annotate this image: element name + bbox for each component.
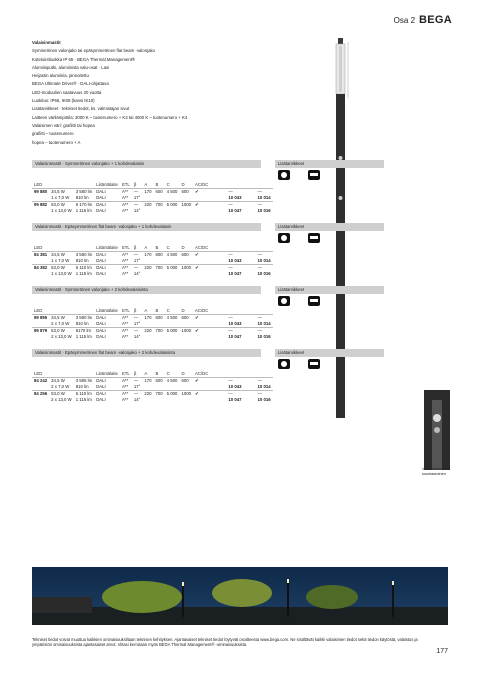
- cell: A**: [121, 189, 129, 194]
- section-title: Valaisinmastit · Epäsymmetrinen flat beam -valonjako + 2 kohdevalaisinta: [32, 349, 261, 357]
- col-header: B: [154, 182, 165, 189]
- cell: DALI: [96, 315, 106, 320]
- cell: —: [257, 252, 262, 257]
- col-header: LED: [32, 245, 49, 252]
- cell: DALI: [96, 265, 106, 270]
- cell: 1 115 lm: [75, 397, 92, 402]
- cell: 84 381: [34, 252, 48, 257]
- cell: 600: [155, 315, 163, 320]
- cell: 1 x 7,0 W: [49, 258, 74, 265]
- col-header: AC/DC: [195, 371, 209, 376]
- intro-line: hopea – tuotenumero + A: [32, 139, 81, 145]
- cell: —: [257, 265, 262, 270]
- col-header: LED: [32, 182, 49, 189]
- cell: 170: [144, 315, 152, 320]
- cell: DALI: [94, 195, 120, 202]
- cell: 1 115 lm: [75, 208, 92, 213]
- flat-beam-icon: [308, 233, 320, 243]
- cell: 53,0 W: [51, 391, 65, 396]
- cell: 2 x 13,0 W: [51, 334, 72, 339]
- symmetric-beam-icon: [278, 296, 290, 306]
- cell: 53,0 W: [51, 202, 65, 207]
- cell: 1 x 13,0 W: [51, 208, 72, 213]
- cell: 600: [181, 252, 189, 257]
- col-header: AC/DC: [195, 245, 209, 250]
- section-title: Valaisinmastit · Symmetrinen valonjako + 1 kohdevalaisin: [32, 160, 261, 168]
- cell: ✔: [195, 265, 199, 270]
- flat-beam-icon: [308, 170, 320, 180]
- cell: —: [133, 315, 139, 320]
- cell: DALI: [96, 334, 106, 339]
- cell: A**: [121, 328, 129, 333]
- cell: —: [133, 328, 139, 333]
- col-header: A: [142, 245, 153, 252]
- accessory-icons: [278, 296, 320, 306]
- cell: A**: [120, 384, 132, 391]
- cell: 17°: [133, 384, 141, 389]
- cell: 14°: [133, 334, 141, 339]
- cell: —: [133, 265, 139, 270]
- cell: 600: [155, 252, 163, 257]
- cell: DALI: [96, 397, 106, 402]
- cell: 1000: [181, 328, 191, 333]
- cell: 1000: [181, 202, 191, 207]
- col-header: AC/DC: [195, 182, 209, 187]
- intro-line: Lisätarvikkeet · tekniset tiedot, ks. valmistajan sivut: [32, 106, 130, 112]
- cell: 6170 lm: [75, 328, 91, 333]
- intro-line: Heijastin alumiinia, pinnoitettu: [32, 73, 89, 79]
- cell: 220: [144, 328, 152, 333]
- table-section: [32, 349, 384, 402]
- cell: —: [228, 252, 233, 257]
- cell: A**: [120, 258, 132, 265]
- intro-line: grafiitti – tuotenumero: [32, 131, 74, 137]
- cell: 1 x 7,0 W: [49, 195, 74, 202]
- intro-line: Valaisimen väri: grafiitti tai hopea: [32, 122, 95, 128]
- cell: 1 x 13,0 W: [51, 271, 72, 276]
- cell: A**: [121, 378, 129, 383]
- cell: A**: [121, 252, 129, 257]
- cell: 600: [181, 378, 189, 383]
- cell: ✔: [195, 391, 199, 396]
- cell: 5 000: [166, 202, 178, 207]
- symmetric-beam-icon: [278, 170, 290, 180]
- cell: DALI: [94, 384, 120, 391]
- table-row: [32, 334, 273, 340]
- cell: 2 x 13,0 W: [51, 397, 72, 402]
- cell: 1000: [181, 391, 191, 396]
- col-header: D: [179, 308, 193, 315]
- cell: A**: [120, 195, 132, 202]
- cell: 5 000: [166, 391, 178, 396]
- cell: —: [228, 391, 233, 396]
- cell: DALI: [96, 391, 106, 396]
- col-header: C: [165, 371, 180, 378]
- cell: DALI: [96, 378, 106, 383]
- cell: 10 047: [228, 334, 242, 339]
- cell: A**: [121, 334, 129, 339]
- section-bar: [32, 349, 384, 357]
- cell: A**: [121, 397, 129, 402]
- cell: —: [228, 202, 233, 207]
- cell: 10 016: [257, 397, 271, 402]
- section-bar: [32, 286, 384, 294]
- cell: ✔: [195, 378, 199, 383]
- product-table: [32, 371, 273, 403]
- cell: A**: [121, 391, 129, 396]
- cell: DALI: [96, 208, 106, 213]
- cell: 4 500: [166, 252, 178, 257]
- cell: [32, 334, 49, 340]
- brand-logo: BEGA: [419, 14, 452, 26]
- cell: 84 242: [34, 378, 48, 383]
- cell: 17°: [133, 321, 141, 326]
- cell: 10 016: [257, 271, 271, 276]
- cell: 5 000: [166, 265, 178, 270]
- cell: A**: [121, 315, 129, 320]
- symmetric-beam-icon: [278, 233, 290, 243]
- cell: 1000: [181, 265, 191, 270]
- table-row: [32, 271, 273, 277]
- cell: 10 014: [244, 384, 273, 391]
- cell: DALI: [96, 252, 106, 257]
- cell: 810 lm: [74, 258, 94, 265]
- cell: 810 lm: [74, 195, 94, 202]
- cell: 99 895: [34, 315, 48, 320]
- intro-line: Symmetrinen valonjako tai epäsymmetrinen flat beam -valonjako: [32, 48, 155, 54]
- cell: 10 043: [210, 195, 243, 202]
- intro-line: LED-moduulien saatavuus 20 vuotta: [32, 89, 102, 95]
- page-number: 177: [436, 648, 448, 655]
- col-header: A: [142, 308, 153, 315]
- cell: 4 500: [166, 315, 178, 320]
- cell: 3 580 lm: [75, 189, 93, 194]
- cell: DALI: [94, 321, 120, 328]
- cell: 17°: [133, 195, 141, 200]
- cell: 17°: [133, 258, 141, 263]
- col-header: D: [179, 245, 193, 252]
- cell: —: [228, 265, 233, 270]
- section-bar: [32, 223, 384, 231]
- cell: DALI: [94, 258, 120, 265]
- accessory-icons: [278, 233, 320, 243]
- cell: —: [228, 315, 233, 320]
- cell: 700: [155, 265, 163, 270]
- accessories-label: Lisätarvikkeet: [275, 223, 384, 231]
- intro-line: Kotelointiluokka IP 65 · BEGA Thermal Management®: [32, 56, 136, 62]
- cell: 84 382: [34, 265, 48, 270]
- cell: 220: [144, 265, 152, 270]
- cell: 6 110 lm: [75, 265, 92, 270]
- cell: —: [228, 328, 233, 333]
- cell: 10 016: [257, 334, 271, 339]
- col-header: Liitäntälaite: [96, 371, 118, 376]
- cell: A**: [121, 265, 129, 270]
- cell: ✔: [195, 252, 199, 257]
- product-table: [32, 182, 273, 214]
- table-section: [32, 160, 384, 213]
- col-header: Liitäntälaite: [96, 182, 118, 187]
- cell: 2 x 7,0 W: [49, 384, 74, 391]
- cell: 700: [155, 391, 163, 396]
- cell: 2 x 7,0 W: [49, 321, 74, 328]
- section-bar: [32, 160, 384, 168]
- intro-text: [32, 40, 292, 148]
- cell: —: [257, 378, 262, 383]
- cell: 10 014: [244, 195, 273, 202]
- col-header: C: [165, 182, 180, 189]
- intro-line: Luokitus: IP65, IK08 (kansi IK10): [32, 98, 95, 104]
- cell: —: [228, 189, 233, 194]
- cell: 53,0 W: [51, 328, 65, 333]
- cell: DALI: [96, 328, 106, 333]
- col-header: A: [142, 182, 153, 189]
- cell: DALI: [96, 189, 106, 194]
- cell: 34,5 W: [51, 315, 65, 320]
- cell: 6 170 lm: [75, 202, 93, 207]
- cell: 3 580 lm: [75, 315, 93, 320]
- col-header: ETL: [121, 245, 130, 250]
- col-header: B: [154, 245, 165, 252]
- cell: 1 115 lm: [75, 334, 92, 339]
- cell: 170: [144, 252, 152, 257]
- cell: 99 880: [34, 189, 48, 194]
- cell: 700: [155, 328, 163, 333]
- cell: 34,5 W: [51, 378, 65, 383]
- cell: 220: [144, 202, 152, 207]
- page-header: [394, 14, 452, 26]
- col-header: β: [132, 308, 143, 315]
- cell: 34,5 W: [51, 189, 65, 194]
- cell: 170: [144, 378, 152, 383]
- col-header: β: [132, 182, 143, 189]
- cell: 84 256: [34, 391, 48, 396]
- cell: DALI: [96, 202, 106, 207]
- table-row: [32, 397, 273, 403]
- flat-beam-icon: [308, 359, 320, 369]
- intro-line: BEGA Ultimate Driver® · DALI-ohjattava: [32, 81, 109, 87]
- cell: 810 lm: [74, 321, 94, 328]
- table-section: [32, 286, 384, 339]
- col-header: ETL: [121, 182, 130, 187]
- cell: —: [257, 328, 262, 333]
- col-header: C: [165, 308, 180, 315]
- cell: —: [133, 378, 139, 383]
- intro-line: Alumiiniputki, alumiinista valu-osat · Lasi: [32, 64, 110, 70]
- cell: 4 500: [166, 378, 178, 383]
- cell: —: [133, 391, 139, 396]
- flat-beam-icon: [308, 296, 320, 306]
- cell: ✔: [195, 315, 199, 320]
- col-header: D: [179, 182, 193, 189]
- accessories-label: Lisätarvikkeet: [275, 349, 384, 357]
- cell: 5 000: [166, 328, 178, 333]
- accessory-icons: [278, 359, 320, 369]
- col-header: Liitäntälaite: [96, 308, 118, 313]
- product-table: [32, 308, 273, 340]
- cell: [32, 271, 49, 277]
- cell: 14°: [133, 397, 141, 402]
- cell: 10 014: [244, 258, 273, 265]
- col-header: ETL: [121, 308, 130, 313]
- col-header: β: [132, 245, 143, 252]
- cell: 170: [144, 189, 152, 194]
- section-label: Osa 2: [393, 16, 416, 25]
- cell: 220: [144, 391, 152, 396]
- intro-title: Valaisinmastit: [32, 40, 61, 45]
- cell: 600: [155, 189, 163, 194]
- cell: —: [257, 202, 262, 207]
- cell: DALI: [96, 271, 106, 276]
- col-header: LED: [32, 308, 49, 315]
- cell: ✔: [195, 189, 199, 194]
- cell: 10 014: [244, 321, 273, 328]
- section-title: Valaisinmastit · Epäsymmetrinen flat beam -valonjako + 1 kohdevalaisin: [32, 223, 261, 231]
- cell: [32, 397, 49, 403]
- col-header: Liitäntälaite: [96, 245, 118, 250]
- cell: 810 lm: [74, 384, 94, 391]
- product-table: [32, 245, 273, 277]
- night-scene-photo: [32, 567, 448, 625]
- cell: —: [228, 378, 233, 383]
- cell: —: [257, 315, 262, 320]
- table-section: [32, 223, 384, 276]
- cell: —: [133, 202, 139, 207]
- col-header: B: [154, 308, 165, 315]
- cell: 4 500: [166, 189, 178, 194]
- cell: A**: [121, 271, 129, 276]
- cell: 14°: [133, 208, 141, 213]
- cell: 34,5 W: [51, 252, 65, 257]
- detail-photo: [424, 390, 450, 470]
- cell: 600: [155, 378, 163, 383]
- table-row: [32, 208, 273, 214]
- cell: 1 115 lm: [75, 271, 92, 276]
- cell: 99 879: [34, 328, 48, 333]
- cell: 14°: [133, 271, 141, 276]
- cell: A**: [121, 208, 129, 213]
- cell: 10 047: [228, 271, 242, 276]
- cell: 99 882: [34, 202, 48, 207]
- cell: 10 043: [210, 384, 243, 391]
- col-header: A: [142, 371, 153, 378]
- col-header: β: [132, 371, 143, 378]
- cell: 10 043: [210, 258, 243, 265]
- cell: 10 043: [210, 321, 243, 328]
- cell: 3 585 lm: [75, 378, 93, 383]
- cell: 53,0 W: [51, 265, 65, 270]
- cell: 600: [181, 315, 189, 320]
- col-header: C: [165, 245, 180, 252]
- cell: 10 047: [228, 397, 242, 402]
- cell: 3 580 lm: [75, 252, 93, 257]
- cell: —: [257, 189, 262, 194]
- footer-note: Tekniset tiedot voivat muuttua kaikkien ominaisuuksiltaan teknisen kehityksen. Ajantasaiset tekniset tiedot löytyvät osoitteesta www.bega.com. Ne sisältävät kaikki valaisimen tiedot sekä tiedon käytöstä, valaistus ja ympäristön ominaisuuksista ajantasaiset arvot. Viitasi kerrotaan myös BEGA Thermal Management® -ominaisuuksista.: [32, 637, 418, 647]
- col-header: AC/DC: [195, 308, 209, 313]
- cell: A**: [120, 321, 132, 328]
- accessories-label: Lisätarvikkeet: [275, 286, 384, 294]
- cell: ✔: [195, 202, 199, 207]
- cell: 600: [181, 189, 189, 194]
- cell: —: [133, 189, 139, 194]
- col-header: D: [179, 371, 193, 378]
- col-header: LED: [32, 371, 49, 378]
- accessories-label: Lisätarvikkeet: [275, 160, 384, 168]
- col-header: B: [154, 371, 165, 378]
- symmetric-beam-icon: [278, 359, 290, 369]
- cell: ✔: [195, 328, 199, 333]
- cell: A**: [121, 202, 129, 207]
- intro-line: Laitteen värilämpötila: 3000 K – tuotenumero + K3 tai 4000 K – tuotenumero + K4: [32, 114, 188, 120]
- cell: [32, 208, 49, 214]
- cell: 6 110 lm: [75, 391, 92, 396]
- cell: 700: [155, 202, 163, 207]
- cell: —: [257, 391, 262, 396]
- detail-photo-caption: Valaisinmastinen suuntaaminen: [422, 467, 451, 476]
- col-header: ETL: [121, 371, 130, 376]
- cell: —: [133, 252, 139, 257]
- section-title: Valaisinmastit · Symmetrinen valonjako + 2 kohdevalaisinta: [32, 286, 261, 294]
- accessory-icons: [278, 170, 320, 180]
- cell: 10 016: [257, 208, 271, 213]
- cell: 10 047: [228, 208, 242, 213]
